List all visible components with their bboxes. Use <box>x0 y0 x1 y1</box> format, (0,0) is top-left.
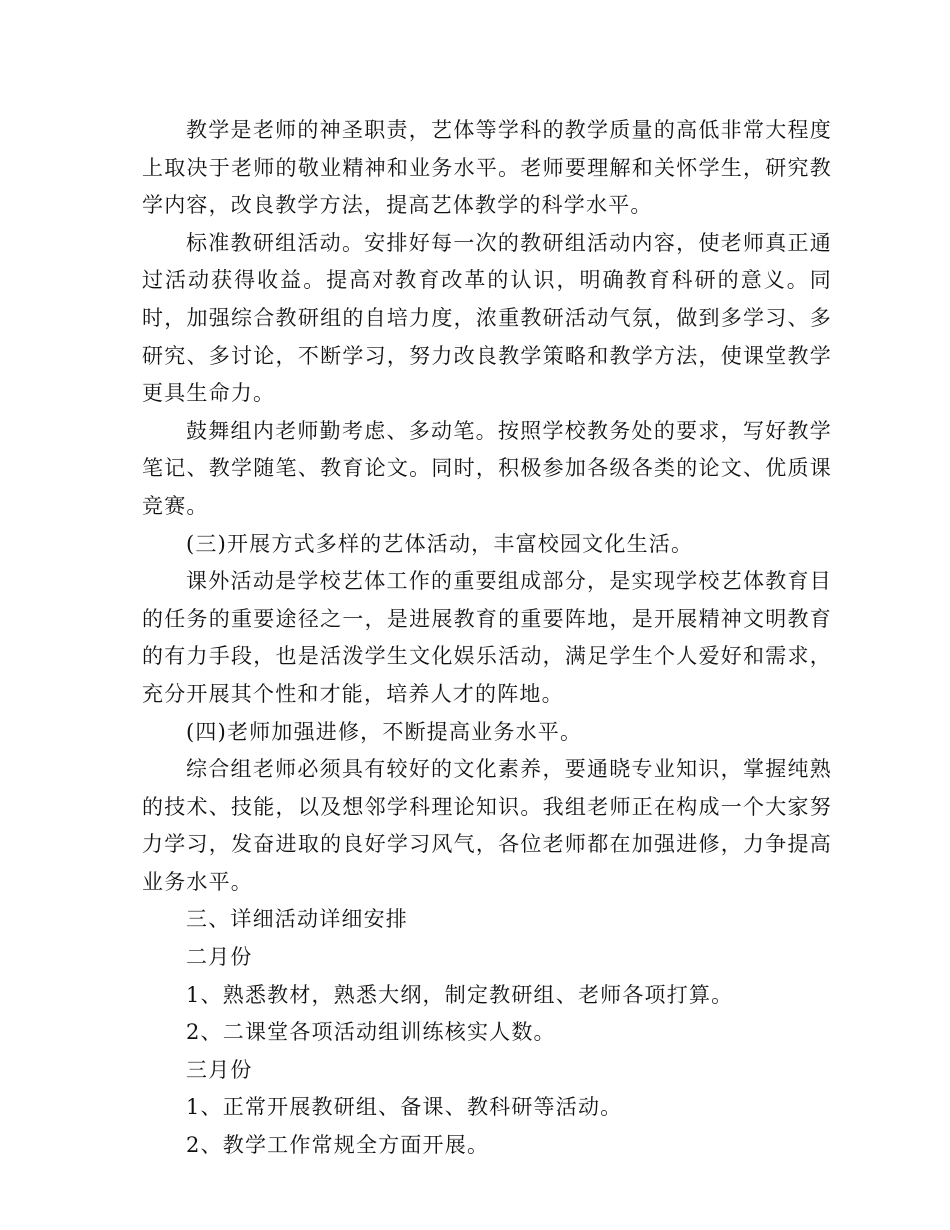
paragraph-standard-research-activities: 标准教研组活动。安排好每一次的教研组活动内容，使老师真正通过活动获得收益。提高对教育改革的认识，明确教育科研的意义。同时，加强综合教研组的自培力度，浓重教研活动气氛，做到多学习、多研究、多讨论，不断学习，努力改良教学策略和教学方法，使课堂教学更具生命力。 <box>142 230 832 406</box>
subheading-art-sports-activities: (三)开展方式多样的艺体活动，丰富校园文化生活。 <box>186 531 694 556</box>
list-item: 2、教学工作常规全方面开展。 <box>186 1133 490 1158</box>
paragraph-teacher-quality: 综合组老师必须具有较好的文化素养，要通晓专业知识，掌握纯熟的技术、技能，以及想邻学科理论知识。我组老师正在构成一个大家努力学习，发奋进取的良好学习风气，各位老师都在加强进修，力争提高业务水平。 <box>142 757 832 894</box>
list-item: 1、熟悉教材，熟悉大纲，制定教研组、老师各项打算。 <box>186 982 734 1007</box>
section-heading-schedule: 三、详细活动详细安排 <box>186 907 408 932</box>
month-heading-march: 三月份 <box>186 1057 253 1082</box>
month-heading-february: 二月份 <box>186 945 253 970</box>
paragraph-extracurricular: 课外活动是学校艺体工作的重要组成部分，是实现学校艺体教育目的任务的重要途径之一，是进展教育的重要阵地，是开展精神文明教育的有力手段，也是活泼学生文化娱乐活动，满足学生个人爱好和需求，充分开展其个性和才能，培养人才的阵地。 <box>142 569 832 706</box>
document-body <box>142 112 832 1165</box>
list-item: 2、二课堂各项活动组训练核实人数。 <box>186 1020 556 1045</box>
paragraph-encourage-writing: 鼓舞组内老师勤考虑、多动笔。按照学校教务处的要求，写好教学笔记、教学随笔、教育论文。同时，积极参加各级各类的论文、优质课竞赛。 <box>142 418 832 518</box>
list-item: 1、正常开展教研组、备课、教科研等活动。 <box>186 1095 623 1120</box>
paragraph-teaching-duty: 教学是老师的神圣职责，艺体等学科的教学质量的高低非常大程度上取决于老师的敬业精神和业务水平。老师要理解和关怀学生，研究教学内容，改良教学方法，提高艺体教学的科学水平。 <box>142 118 832 218</box>
subheading-teacher-training: (四)老师加强进修，不断提高业务水平。 <box>186 719 583 744</box>
